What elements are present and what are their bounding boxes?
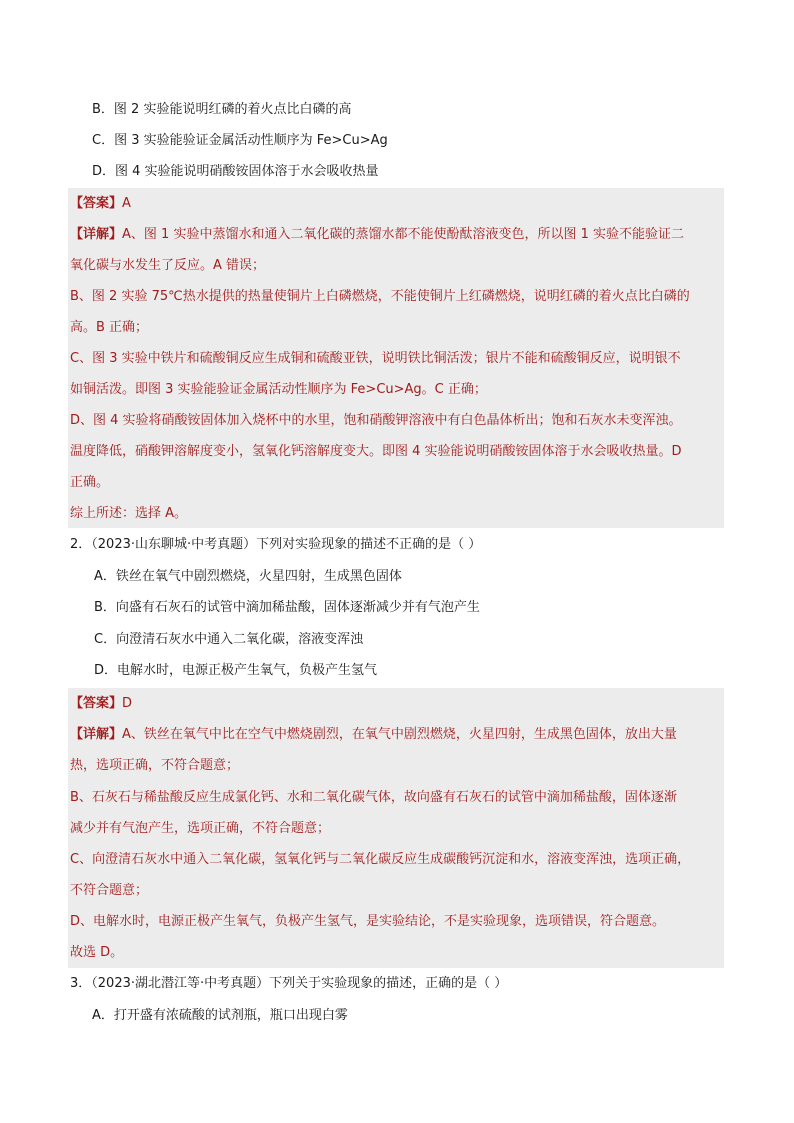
q2-answer-value: D bbox=[122, 696, 133, 711]
q3-stem: 3．（2023·湖北潜江等·中考真题）下列关于实验现象的描述，正确的是（ ） bbox=[70, 976, 508, 991]
q2-stem: 2．（2023·山东聊城·中考真题）下列对实验现象的描述不正确的是（ ） bbox=[70, 537, 482, 552]
q1-detail-text-2: B、图 2 实验 75℃热水提供的热量使铜片上白磷燃烧，不能使铜片上红磷燃烧，说明红磷的着火点比白磷的 bbox=[70, 289, 690, 304]
q2-detail-text-5: 不符合题意； bbox=[70, 883, 149, 898]
q2-conclusion: 故选 D。 bbox=[70, 945, 124, 960]
q1-answer-line bbox=[70, 194, 131, 214]
q1-detail-text-5: 如铜活泼。即图 3 实验能验证金属活动性顺序为 Fe>Cu>Ag。C 正确； bbox=[70, 382, 487, 397]
q1-detail-text-7: 温度降低，硝酸钾溶解度变小，氢氧化钙溶解度变大。即图 4 实验能说明硝酸铵固体溶于水会吸收热量。D bbox=[70, 444, 682, 459]
q3-option-a: A．打开盛有浓硫酸的试剂瓶，瓶口出现白雾 bbox=[92, 1008, 348, 1023]
q2-option-a: A．铁丝在氧气中剧烈燃烧，火星四射，生成黑色固体 bbox=[94, 569, 402, 584]
q1-conclusion: 综上所述：选择 A。 bbox=[70, 506, 188, 521]
q1-answer-value: A bbox=[122, 196, 131, 211]
q1-option-d: D．图 4 实验能说明硝酸铵固体溶于水会吸收热量 bbox=[92, 164, 379, 179]
q1-detail-text-4: C、图 3 实验中铁片和硫酸铜反应生成铜和硫酸亚铁，说明铁比铜活泼；银片不能和硫酸铜反应，说明银不 bbox=[70, 351, 681, 366]
q2-detail-text-2: B、石灰石与稀盐酸反应生成氯化钙、水和二氧化碳气体，故向盛有石灰石的试管中滴加稀盐酸，固体逐渐 bbox=[70, 790, 677, 805]
q2-detail-tag: 【详解】 bbox=[70, 727, 123, 742]
q2-detail-text-1: 热，选项正确，不符合题意； bbox=[70, 758, 240, 773]
q2-detail-text-4: C、向澄清石灰水中通入二氧化碳，氢氧化钙与二氧化碳反应生成碳酸钙沉淀和水，溶液变浑浊，选项正确， bbox=[70, 852, 691, 867]
q2-option-d: D．电解水时，电源正极产生氧气，负极产生氢气 bbox=[94, 663, 378, 678]
q2-detail-text-6: D、电解水时，电源正极产生氧气，负极产生氢气，是实验结论，不是实验现象，选项错误，符合题意。 bbox=[70, 914, 666, 929]
q1-detail-text-6: D、图 4 实验将硝酸铵固体加入烧杯中的水里，饱和硝酸钾溶液中有白色晶体析出；饱和石灰水未变浑浊。 bbox=[70, 413, 682, 428]
q1-detail-text-0: A、图 1 实验中蒸馏水和通入二氧化碳的蒸馏水都不能使酚酞溶液变色，所以图 1 实验不能验证二 bbox=[122, 227, 684, 242]
q2-option-c: C．向澄清石灰水中通入二氧化碳，溶液变浑浊 bbox=[94, 632, 364, 647]
q1-answer-tag: 【答案】 bbox=[70, 196, 123, 211]
q2-option-b: B．向盛有石灰石的试管中滴加稀盐酸，固体逐渐减少并有气泡产生 bbox=[94, 600, 480, 615]
q2-detail-text-0: A、铁丝在氧气中比在空气中燃烧剧烈，在氧气中剧烈燃烧，火星四射，生成黑色固体，放出大量 bbox=[122, 727, 677, 742]
q2-answer-tag: 【答案】 bbox=[70, 696, 123, 711]
q2-detail-line-0 bbox=[70, 725, 677, 745]
q1-option-b: B．图 2 实验能说明红磷的着火点比白磷的高 bbox=[92, 102, 352, 117]
q1-detail-text-1: 氧化碳与水发生了反应。A 错误； bbox=[70, 258, 266, 273]
q1-detail-text-3: 高。B 正确； bbox=[70, 320, 149, 335]
q1-option-c: C．图 3 实验能验证金属活动性顺序为 Fe>Cu>Ag bbox=[92, 133, 388, 148]
q1-detail-tag: 【详解】 bbox=[70, 227, 123, 242]
q1-detail-line-0 bbox=[70, 225, 684, 245]
q2-answer-line bbox=[70, 694, 132, 714]
q2-detail-text-3: 减少并有气泡产生，选项正确，不符合题意； bbox=[70, 821, 331, 836]
q1-detail-text-8: 正确。 bbox=[70, 475, 110, 490]
